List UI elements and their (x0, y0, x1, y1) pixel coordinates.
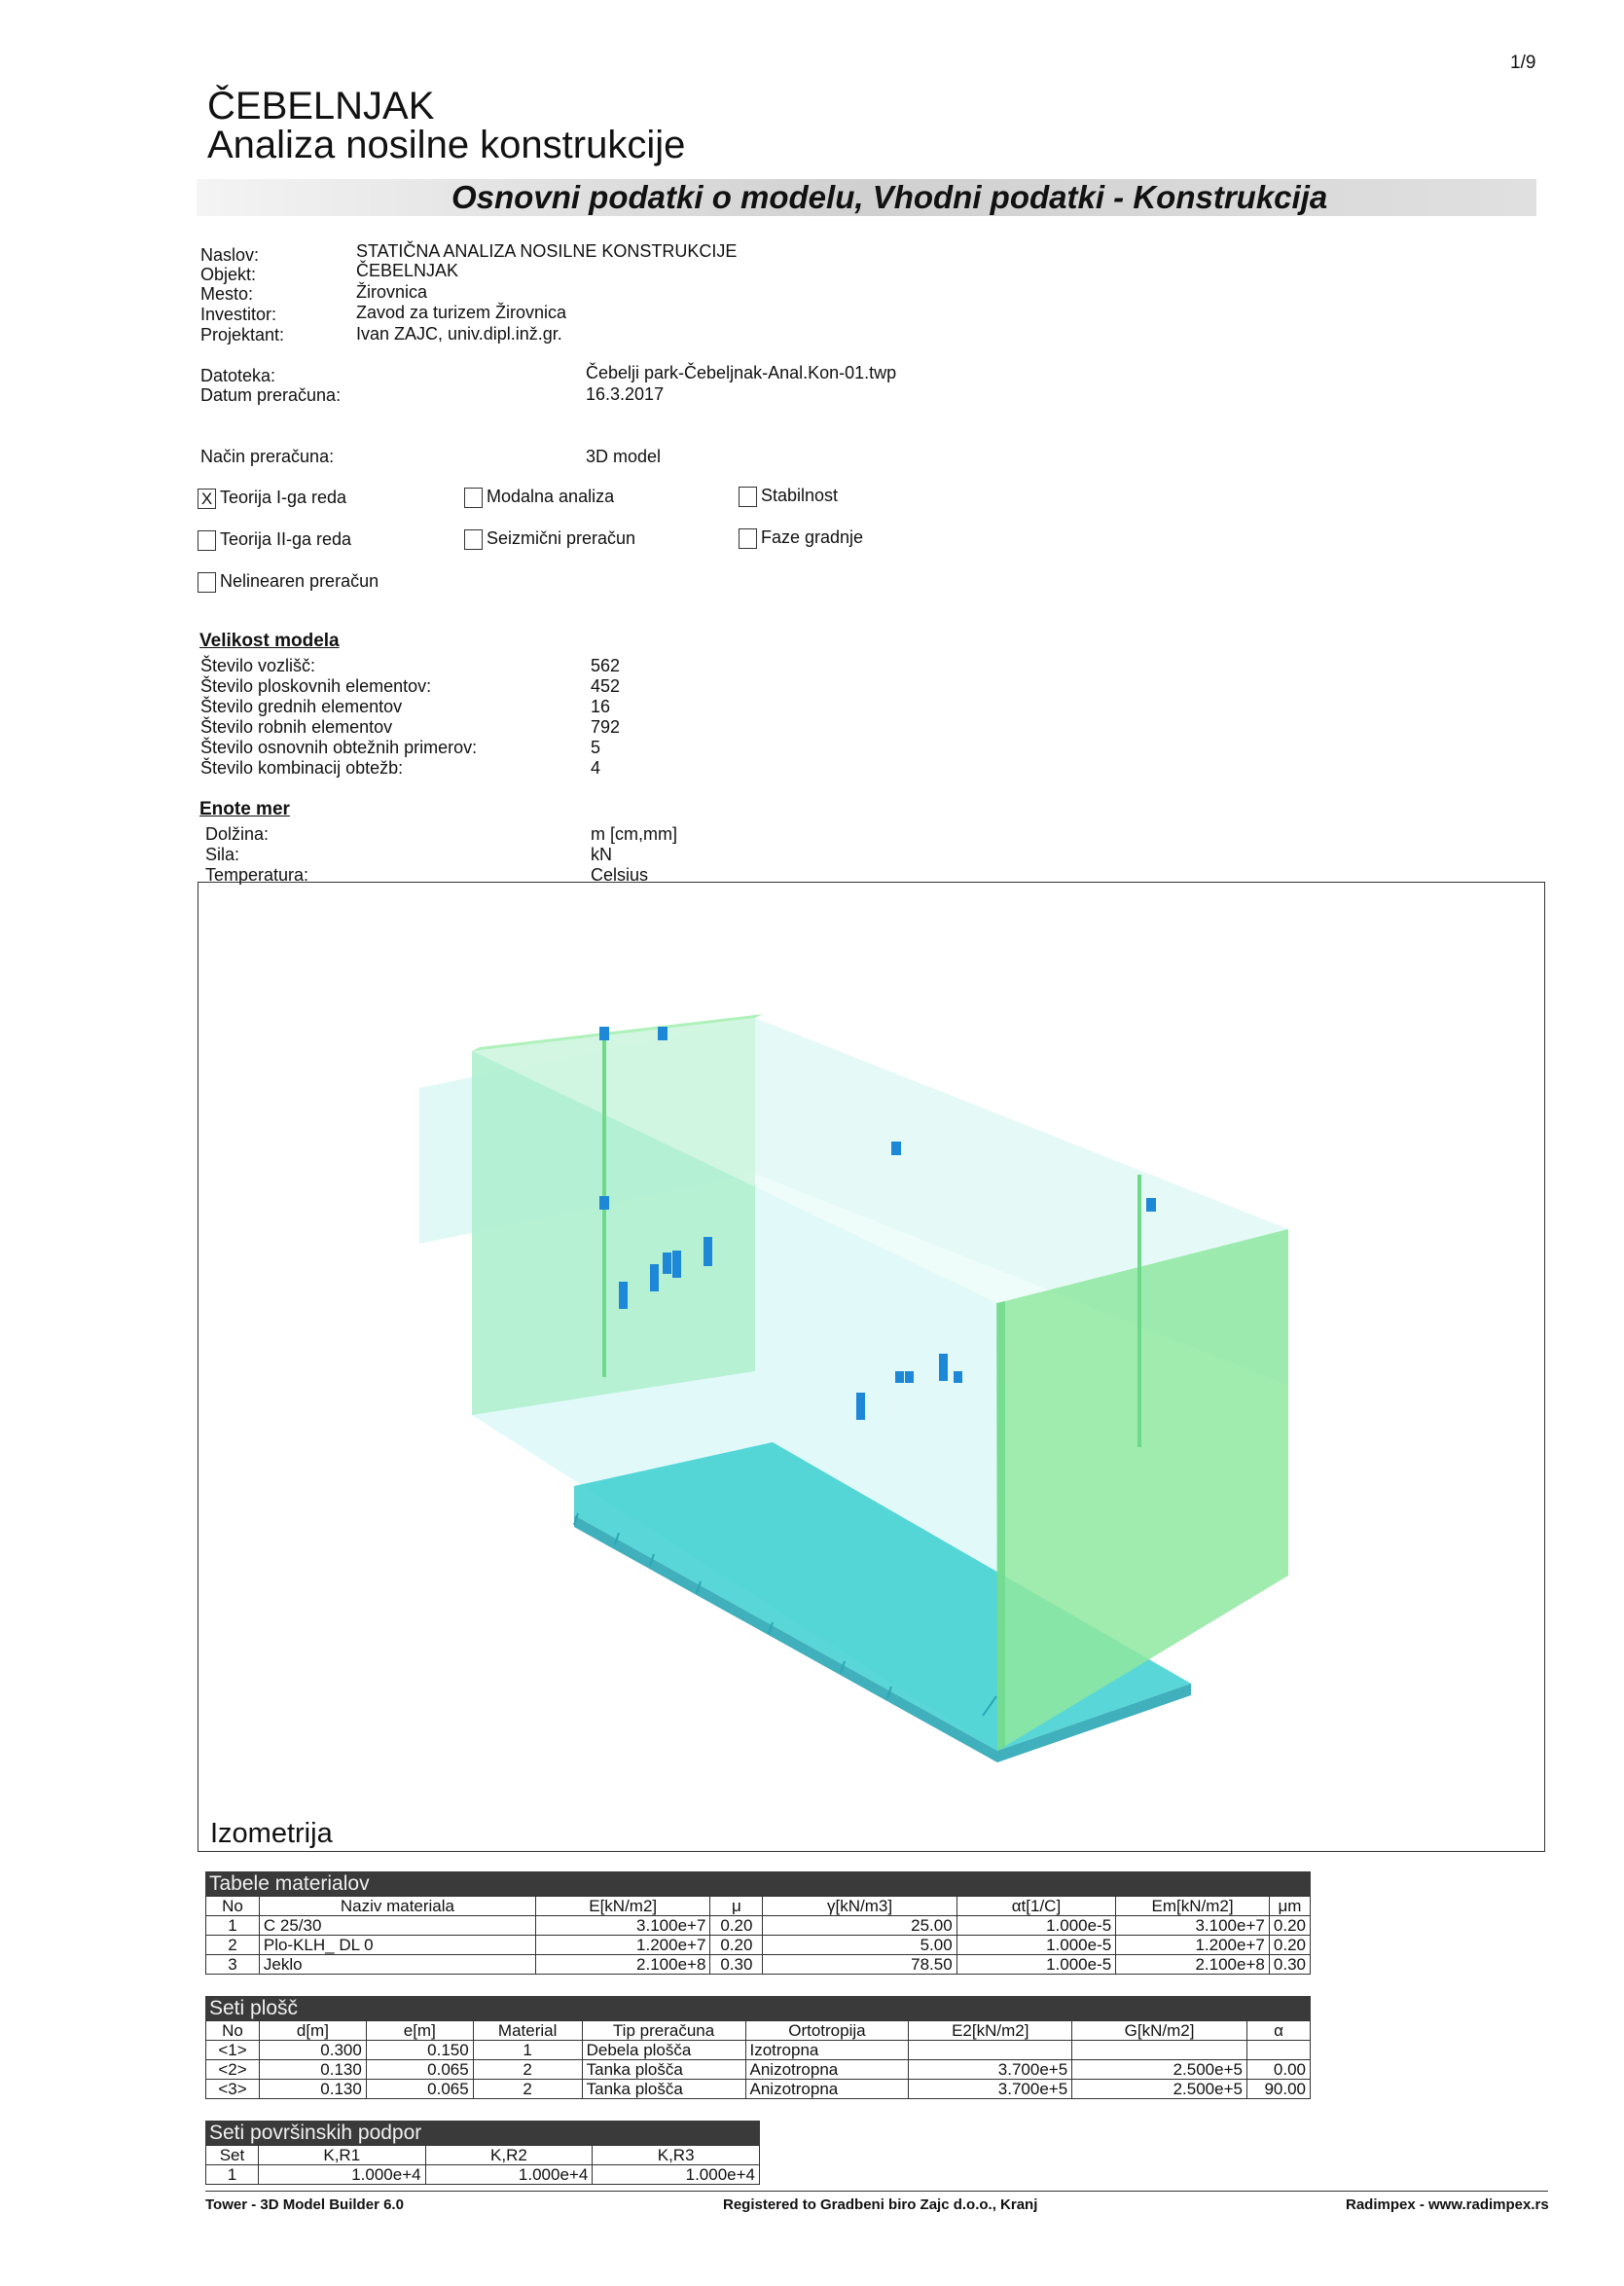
checkbox[interactable]: X (198, 489, 216, 509)
checkbox[interactable] (198, 530, 216, 551)
footer-right: Radimpex - www.radimpex.rs (1346, 2196, 1549, 2213)
option-stability[interactable] (739, 485, 838, 507)
column-header: E[kN/m2] (535, 1897, 709, 1916)
cell: <2> (206, 2060, 260, 2080)
plates-table (205, 1996, 1311, 2099)
column (672, 1251, 681, 1278)
table-row (206, 2165, 760, 2185)
cell (1072, 2041, 1247, 2060)
unit-value: kN (591, 845, 612, 864)
column (954, 1371, 962, 1383)
size-label: Število ploskovnih elementov: (200, 676, 432, 696)
cell: 2.100e+8 (535, 1955, 709, 1975)
option-label: Modalna analiza (487, 487, 615, 506)
page-number: 1/9 (1510, 53, 1536, 73)
column-header: Tip preračuna (582, 2021, 745, 2041)
isometric-view (198, 882, 1545, 1852)
column-header: μ (710, 1897, 763, 1916)
size-label: Število kombinacij obtežb: (200, 758, 404, 778)
units-heading: Enote mer (199, 799, 290, 819)
cell: 1.000e-5 (956, 1916, 1116, 1936)
cell: <1> (206, 2041, 260, 2060)
column (650, 1264, 659, 1291)
column-header: K,R1 (258, 2146, 425, 2165)
info-value: Žirovnica (356, 282, 428, 302)
unit-label: Temperatura: (205, 865, 309, 885)
column (663, 1252, 671, 1274)
column-header: e[m] (366, 2021, 473, 2041)
model-size-heading: Velikost modela (199, 631, 340, 651)
table-row (206, 2041, 1311, 2060)
cell: 0.20 (710, 1916, 763, 1936)
cell: 1.200e+7 (535, 1936, 709, 1955)
cell (909, 2041, 1072, 2060)
cell: Tanka plošča (582, 2080, 745, 2099)
info-label: Investitor: (200, 305, 277, 324)
table-header-row (206, 1897, 1311, 1916)
size-value: 16 (591, 697, 611, 716)
checkbox[interactable] (464, 488, 483, 508)
column (856, 1393, 865, 1420)
date-label: Datum preračuna: (200, 385, 342, 405)
cell: 1.000e-5 (956, 1955, 1116, 1975)
info-label: Mesto: (200, 284, 254, 304)
size-value: 792 (591, 717, 621, 737)
cell: Tanka plošča (582, 2060, 745, 2080)
column-header: Set (206, 2146, 259, 2165)
connector (1146, 1198, 1156, 1212)
connector (599, 1027, 609, 1040)
unit-label: Dolžina: (205, 824, 270, 844)
cell: 3.700e+5 (909, 2060, 1072, 2080)
option-label: Teorija II-ga reda (220, 529, 352, 549)
column (939, 1354, 948, 1381)
size-label: Število robnih elementov (200, 717, 393, 737)
cell: 1.000e+4 (593, 2165, 760, 2185)
cell: 5.00 (763, 1936, 956, 1955)
cell: Anizotropna (745, 2080, 909, 2099)
column-header: Em[kN/m2] (1116, 1897, 1270, 1916)
option-label: Faze gradnje (761, 527, 864, 547)
connector (599, 1196, 609, 1210)
calc-mode-label: Način preračuna: (200, 447, 335, 466)
cell: 1.000e-5 (956, 1936, 1116, 1955)
file-label: Datoteka: (200, 366, 276, 385)
table-row (206, 2060, 1311, 2080)
option-label: Stabilnost (761, 486, 839, 505)
info-value: Zavod za turizem Žirovnica (356, 303, 567, 322)
checkbox[interactable] (198, 572, 216, 593)
column-header: No (206, 2021, 260, 2041)
column-header: d[m] (259, 2021, 366, 2041)
cell: 0.130 (259, 2060, 366, 2080)
cell: 0.00 (1246, 2060, 1310, 2080)
option-nonlinear[interactable] (198, 570, 379, 593)
option-label: Seizmični preračun (487, 528, 636, 548)
cell: 1 (206, 2165, 259, 2185)
column-header: αt[1/C] (956, 1897, 1116, 1916)
cell: <3> (206, 2080, 260, 2099)
document-title: ČEBELNJAK (207, 85, 435, 127)
cell: 2 (206, 1936, 260, 1955)
column (619, 1282, 628, 1309)
option-theory-2[interactable] (198, 528, 351, 551)
table-row (206, 1936, 1311, 1955)
column (895, 1371, 904, 1383)
cell: Izotropna (745, 2041, 909, 2060)
footer-center: Registered to Gradbeni biro Zajc d.o.o., Kranj (723, 2196, 1038, 2213)
cell: 78.50 (763, 1955, 956, 1975)
cell: 3 (206, 1955, 260, 1975)
file-value: Čebelji park-Čebeljnak-Anal.Kon-01.twp (586, 363, 897, 382)
info-label: Projektant: (200, 325, 285, 345)
column-header: γ[kN/m3] (763, 1897, 956, 1916)
checkbox[interactable] (739, 487, 757, 507)
checkbox[interactable] (739, 528, 757, 549)
size-label: Število vozlišč: (200, 656, 316, 675)
size-value: 4 (591, 758, 601, 778)
cell: 0.130 (259, 2080, 366, 2099)
cell: 90.00 (1246, 2080, 1310, 2099)
section-banner-text: Osnovni podatki o modelu, Vhodni podatki - Konstrukcija (451, 179, 1328, 215)
cell: 25.00 (763, 1916, 956, 1936)
table-row (206, 1916, 1311, 1936)
option-seismic[interactable] (464, 527, 635, 550)
cell: 0.065 (366, 2080, 473, 2099)
cell: 3.100e+7 (535, 1916, 709, 1936)
unit-value: Celsius (591, 865, 649, 885)
cell: 1.000e+4 (258, 2165, 425, 2185)
table-row (206, 2080, 1311, 2099)
cell: 0.20 (1269, 1916, 1310, 1936)
cell: 1.000e+4 (425, 2165, 593, 2185)
option-label: Teorija I-ga reda (220, 488, 347, 507)
size-label: Število grednih elementov (200, 697, 403, 716)
supports-title: Seti površinskih podpor (205, 2121, 760, 2145)
cell: Jeklo (259, 1955, 535, 1975)
column-header: E2[kN/m2] (909, 2021, 1072, 2041)
unit-label: Sila: (205, 845, 240, 864)
table-header-row (206, 2146, 760, 2165)
size-value: 5 (591, 738, 601, 757)
connector (891, 1142, 901, 1155)
size-value: 452 (591, 676, 621, 696)
cell: 3.100e+7 (1116, 1916, 1270, 1936)
size-label: Število osnovnih obtežnih primerov: (200, 738, 478, 757)
column (704, 1237, 712, 1266)
cell: 2.500e+5 (1072, 2060, 1247, 2080)
cell: 2.100e+8 (1116, 1955, 1270, 1975)
cell: 2 (473, 2060, 582, 2080)
column-header: G[kN/m2] (1072, 2021, 1247, 2041)
cell (1246, 2041, 1310, 2060)
column-header: K,R3 (593, 2146, 760, 2165)
cell: 0.150 (366, 2041, 473, 2060)
cell: Debela plošča (582, 2041, 745, 2060)
structure-3d-model (198, 883, 1544, 1851)
size-value: 562 (591, 656, 621, 675)
supports-table (205, 2121, 760, 2185)
cell: 1 (206, 1916, 260, 1936)
footer-rule (205, 2191, 1548, 2192)
unit-value: m [cm,mm] (591, 824, 677, 844)
column-header: Ortotropija (745, 2021, 909, 2041)
cell: 0.20 (1269, 1936, 1310, 1955)
section-banner (197, 179, 1536, 216)
connector (658, 1027, 668, 1040)
column-header: α (1246, 2021, 1310, 2041)
cell: 3.700e+5 (909, 2080, 1072, 2099)
footer-left: Tower - 3D Model Builder 6.0 (205, 2196, 404, 2213)
plates-title: Seti plošč (205, 1996, 1311, 2020)
column-header: No (206, 1897, 260, 1916)
column (905, 1371, 914, 1383)
option-label: Nelinearen preračun (220, 571, 379, 591)
option-modal[interactable] (464, 486, 614, 508)
cell: 1 (473, 2041, 582, 2060)
column-header: Naziv materiala (259, 1897, 535, 1916)
info-value: ČEBELNJAK (356, 261, 459, 280)
column-header: Material (473, 2021, 582, 2041)
checkbox[interactable] (464, 529, 483, 550)
column-header: μm (1269, 1897, 1310, 1916)
cell: 0.065 (366, 2060, 473, 2080)
cell: 0.20 (710, 1936, 763, 1955)
calc-mode-value: 3D model (586, 447, 662, 466)
cell: 2 (473, 2080, 582, 2099)
cell: 0.300 (259, 2041, 366, 2060)
option-phases[interactable] (739, 526, 863, 549)
materials-title: Tabele materialov (205, 1871, 1311, 1896)
cell: C 25/30 (259, 1916, 535, 1936)
date-value: 16.3.2017 (586, 384, 665, 404)
info-label: Objekt: (200, 265, 257, 284)
materials-table (205, 1871, 1311, 1975)
cell: Plo-KLH_ DL 0 (259, 1936, 535, 1955)
view-title: Izometrija (210, 1818, 333, 1849)
post-right (1137, 1175, 1141, 1447)
table-row (206, 1955, 1311, 1975)
cell: 0.30 (1269, 1955, 1310, 1975)
cell: 2.500e+5 (1072, 2080, 1247, 2099)
info-value: Ivan ZAJC, univ.dipl.inž.gr. (356, 324, 562, 344)
table-header-row (206, 2021, 1311, 2041)
option-theory-1[interactable] (198, 487, 346, 509)
cell: 1.200e+7 (1116, 1936, 1270, 1955)
document-subtitle: Analiza nosilne konstrukcije (207, 124, 686, 166)
info-value: STATIČNA ANALIZA NOSILNE KONSTRUKCIJE (356, 241, 738, 261)
info-label: Naslov: (200, 245, 260, 265)
cell: Anizotropna (745, 2060, 909, 2080)
column-header: K,R2 (425, 2146, 593, 2165)
cell: 0.30 (710, 1955, 763, 1975)
